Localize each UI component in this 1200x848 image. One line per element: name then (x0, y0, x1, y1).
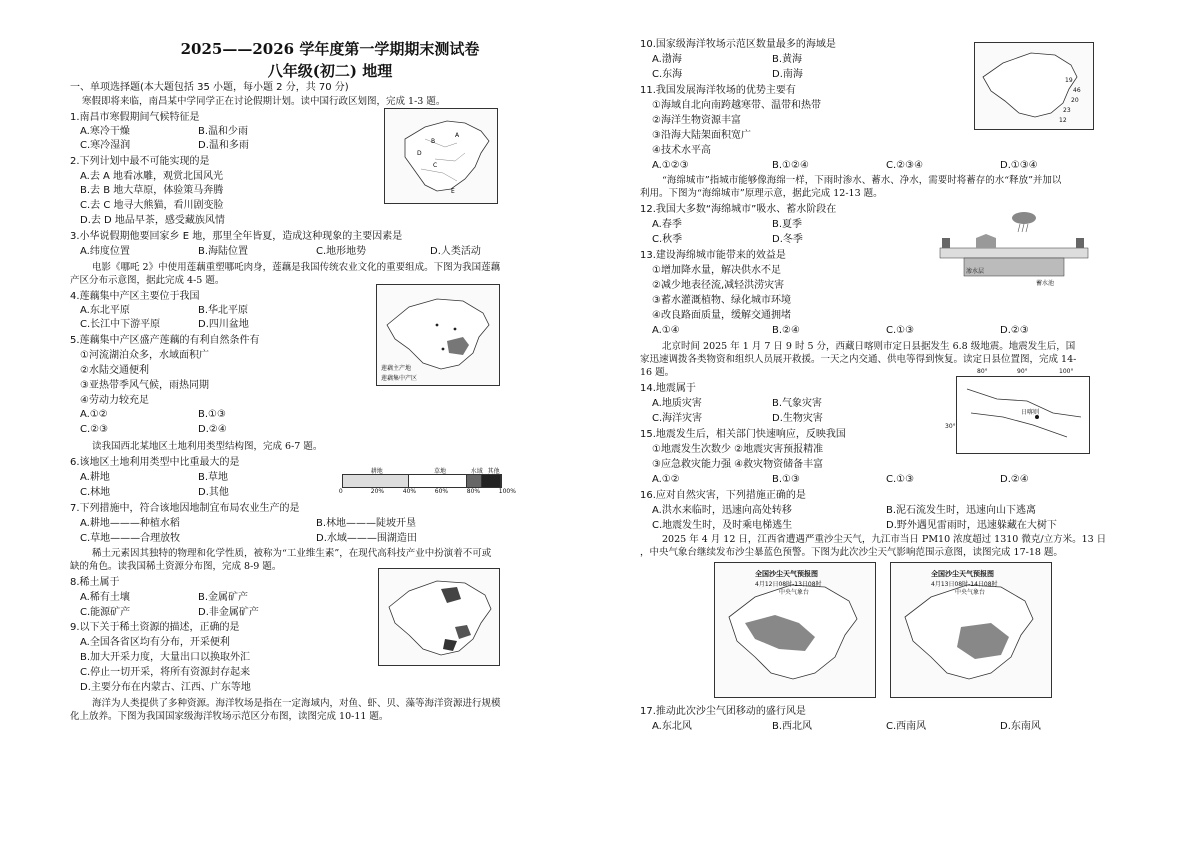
ranch-num-1: 19 (1065, 77, 1073, 84)
text-line: 利用。下图为“海绵城市”原理示意，据此完成 12-13 题。 (640, 188, 883, 199)
text-line: C.东海 (652, 69, 683, 80)
text-line: 一、单项选择题(本大题包括 35 小题，每小题 2 分，共 70 分) (70, 82, 349, 93)
dust2-agency: 中央气象台 (955, 589, 986, 596)
text-line: D.温和多雨 (198, 140, 249, 151)
land-use-tick: 20% (370, 488, 385, 495)
text-line: A.①④ (652, 325, 680, 336)
text-line: 12.我国大多数“海绵城市”吸水、蓄水阶段在 (640, 204, 837, 215)
text-line: 15.地震发生后，相关部门快速响应，反映我国 (640, 429, 846, 440)
text-line: C.①③ (886, 325, 915, 336)
text-line: ③沿海大陆架面积宽广 (652, 130, 751, 141)
text-line: B.海陆位置 (198, 246, 249, 257)
text-line: A.①② (80, 409, 108, 420)
text-line: D.东南风 (1000, 721, 1041, 732)
land-use-segment (467, 475, 482, 487)
text-line: ，中央气象台继续发布沙尘暴蓝色预警。下图为此次沙尘天气影响范围示意图，读图完成 17-18 题。 (640, 547, 1063, 558)
text-line: D.其他 (198, 487, 229, 498)
text-line: 寒假即将来临，南昌某中学同学正在讨论假期计划。读中国行政区划图，完成 1-3 题。 (82, 96, 446, 107)
text-line: 2.下列计划中最不可能实现的是 (70, 156, 210, 167)
text-line: 13.建设海绵城市能带来的效益是 (640, 250, 786, 261)
land-use-bar-chart (338, 466, 516, 496)
text-line: 2025 年 4 月 12 日，江西省遭遇严重沙尘天气，九江市当日 PM10 浓度超过 1310 微克/立方米。13 日 (662, 534, 1107, 545)
ranch-num-4: 23 (1063, 107, 1071, 114)
text-line: D.冬季 (772, 234, 803, 245)
text-line: ②水陆交通便利 (80, 365, 149, 376)
text-line: D.四川盆地 (198, 319, 249, 330)
text-line: D.非金属矿产 (198, 607, 259, 618)
text-line: A.①②③ (652, 160, 689, 171)
text-line: C.①③ (886, 474, 915, 485)
text-line: 10.国家级海洋牧场示范区数量最多的海域是 (640, 39, 836, 50)
dust-forecast-map-1 (714, 562, 876, 698)
text-line: 7.下列措施中，符合该地因地制宜布局农业生产的是 (70, 503, 300, 514)
svg-text:B: B (431, 138, 436, 145)
text-line: ③亚热带季风气候，雨热同期 (80, 380, 209, 391)
land-use-tick: 60% (434, 488, 449, 495)
land-use-label: 水域 (470, 468, 483, 475)
text-line: C.寒冷湿润 (80, 140, 131, 151)
svg-text:D: D (417, 150, 422, 157)
lotus-distribution-map (376, 284, 500, 386)
text-line: A.东北风 (652, 721, 692, 732)
text-line: B.去 B 地大草原，体验策马奔腾 (80, 185, 224, 196)
ocean-ranch-map (974, 42, 1094, 130)
land-use-label: 耕地 (370, 468, 383, 475)
text-line: ①增加降水量，解决供水不足 (652, 265, 781, 276)
text-line: A.①② (652, 474, 680, 485)
dust2-title: 全国沙尘天气预报图 (931, 570, 994, 578)
text-line: B.泥石流发生时，迅速向山下逃离 (886, 505, 1037, 516)
text-line: 8.稀土属于 (70, 577, 120, 588)
text-line: A.耕地———种植水稻 (80, 518, 180, 529)
text-line: D.生物灾害 (772, 413, 823, 424)
text-line: C.②③④ (886, 160, 924, 171)
text-line: 16.应对自然灾害，下列措施正确的是 (640, 490, 806, 501)
quake-lon-1: 80° (977, 368, 988, 375)
text-line: C.②③ (80, 424, 109, 435)
text-line: B.草地 (198, 472, 229, 483)
text-line: C.停止一切开采，将所有资源封存起来 (80, 667, 251, 678)
text-line: 稀土元素因其独特的物理和化学性质，被称为“工业维生素”，在现代高科技产业中扮演着不可或 (92, 548, 492, 559)
text-line: B.气象灾害 (772, 398, 823, 409)
quake-location-map (945, 368, 1090, 454)
land-use-tick: 0 (338, 488, 343, 495)
text-line: D.野外遇见雷雨时，迅速躲藏在大树下 (886, 520, 1057, 531)
text-line: C.海洋灾害 (652, 413, 703, 424)
land-use-tick: 80% (466, 488, 481, 495)
text-line: B.温和少雨 (198, 126, 249, 137)
text-line: ①河流湖泊众多，水域面积广 (80, 350, 209, 361)
text-line: B.①②④ (772, 160, 809, 171)
text-line: A.寒冷干燥 (80, 126, 130, 137)
text-line: 读我国西北某地区土地利用类型结构图，完成 6-7 题。 (92, 441, 323, 452)
text-line: C.去 C 地寻大熊猫，看川剧变脸 (80, 200, 224, 211)
text-line: D.①③④ (1000, 160, 1038, 171)
dust1-agency: 中央气象台 (779, 589, 810, 596)
text-line: A.东北平原 (80, 305, 130, 316)
text-line: 5.莲藕集中产区盛产莲藕的有利自然条件有 (70, 335, 260, 346)
china-admin-map (384, 108, 498, 204)
text-line: D.水域———围湖造田 (316, 533, 417, 544)
text-line: D.主要分布在内蒙古、江西、广东等地 (80, 682, 251, 693)
quake-place: 日喀则 (1021, 409, 1040, 416)
text-line: A.纬度位置 (80, 246, 130, 257)
text-line: C.林地 (80, 487, 111, 498)
land-use-label: 其他 (487, 468, 500, 475)
text-line: C.能源矿产 (80, 607, 131, 618)
text-line: D.②④ (198, 424, 227, 435)
text-line: B.夏季 (772, 219, 803, 230)
text-line: B.华北平原 (198, 305, 249, 316)
text-line: B.①③ (198, 409, 226, 420)
text-line: D.南海 (772, 69, 803, 80)
text-line: ③应急救灾能力强 ④救灾物资储备丰富 (652, 459, 824, 470)
text-line: 海洋为人类提供了多种资源。海洋牧场是指在一定海域内，对鱼、虾、贝、藻等海洋资源进行规模 (92, 698, 501, 709)
land-use-segment (343, 475, 409, 487)
text-line: 6.该地区土地利用类型中比重最大的是 (70, 457, 240, 468)
svg-text:C: C (433, 162, 438, 169)
text-line: ②海洋生物资源丰富 (652, 115, 741, 126)
text-line: ①地震发生次数少 ②地震灾害预报精准 (652, 444, 824, 455)
text-line: C.西南风 (886, 721, 927, 732)
land-use-segment (482, 475, 501, 487)
land-use-tick: 40% (402, 488, 417, 495)
text-line: ③蓄水灌溉植物、绿化城市环境 (652, 295, 791, 306)
text-line: 3.小华说假期他要回家乡 E 地，那里全年皆夏，造成这种现象的主要因素是 (70, 231, 403, 242)
text-line: 4.莲藕集中产区主要位于我国 (70, 291, 200, 302)
svg-text:A: A (455, 132, 460, 139)
text-line: B.②④ (772, 325, 800, 336)
text-line: C.秋季 (652, 234, 683, 245)
text-line: B.黄海 (772, 54, 803, 65)
dust-forecast-map-2 (890, 562, 1052, 698)
text-line: D.人类活动 (430, 246, 481, 257)
text-line: C.草地———合理放牧 (80, 533, 181, 544)
text-line: A.春季 (652, 219, 682, 230)
quake-lon-3: 100° (1059, 368, 1074, 375)
text-line: ②减少地表径流,减轻洪涝灾害 (652, 280, 785, 291)
land-use-label: 草地 (434, 468, 447, 475)
text-line: A.洪水来临时，迅速向高处转移 (652, 505, 792, 516)
text-line: C.地形地势 (316, 246, 367, 257)
svg-text:E: E (451, 188, 455, 195)
text-line: “海绵城市”指城市能够像海绵一样，下雨时渗水、蓄水、净水，需要时将蓄存的水“释放”并加以 (662, 175, 1062, 186)
exam-subtitle: 八年级(初二) 地理 (267, 62, 393, 80)
land-use-tick: 100% (498, 488, 516, 495)
text-line: ①海域自北向南跨越寒带、温带和热带 (652, 100, 821, 111)
text-line: 16 题。 (640, 367, 675, 378)
text-line: 电影《哪吒 2》中使用莲藕重塑哪吒肉身，莲藕是我国传统农业文化的重要组成。下图为我国莲藕 (92, 262, 501, 273)
text-line: 家迅速调拨各类物资和组织人员展开救援。一天之内交通、供电等得到恢复。读定日县位置图，完成 14- (640, 354, 1077, 365)
quake-lon-2: 90° (1017, 368, 1028, 375)
text-line: 9.以下关于稀土资源的描述，正确的是 (70, 622, 240, 633)
text-line: ④改良路面质量，缓解交通拥堵 (652, 310, 791, 321)
text-line: D.去 D 地品早茶，感受藏族风情 (80, 215, 225, 226)
text-line: B.①③ (772, 474, 800, 485)
text-line: B.金属矿产 (198, 592, 249, 603)
text-line: A.耕地 (80, 472, 110, 483)
sponge-label-1: 渗水层 (966, 268, 985, 275)
text-line: 17.推动此次沙尘气团移动的盛行风是 (640, 706, 806, 717)
text-line: B.西北风 (772, 721, 813, 732)
text-line: ④劳动力较充足 (80, 395, 149, 406)
sponge-label-2: 蓄水池 (1036, 280, 1055, 287)
text-line: 缺的角色。读我国稀土资源分布图，完成 8-9 题。 (70, 561, 282, 572)
ranch-num-2: 46 (1073, 87, 1081, 94)
text-line: A.全国各省区均有分布，开采便利 (80, 637, 230, 648)
text-line: B.林地———陡坡开垦 (316, 518, 417, 529)
text-line: B.加大开采力度，大量出口以换取外汇 (80, 652, 251, 663)
text-line: 11.我国发展海洋牧场的优势主要有 (640, 85, 796, 96)
text-line: 化上放养。下图为我国国家级海洋牧场示范区分布图，读图完成 10-11 题。 (70, 711, 389, 722)
text-line: D.②③ (1000, 325, 1029, 336)
ranch-num-3: 20 (1071, 97, 1079, 104)
rare-earth-map (378, 568, 500, 666)
land-use-segment (409, 475, 467, 487)
ranch-num-5: 12 (1059, 117, 1067, 124)
quake-lat: 30° (945, 423, 956, 430)
text-line: A.渤海 (652, 54, 682, 65)
text-line: 北京时间 2025 年 1 月 7 日 9 时 5 分，西藏日喀则市定日县据发生 6.8 级地震。地震发生后，国 (662, 341, 1076, 352)
dust1-sub: 4月12日08时-13日08时 (755, 581, 822, 588)
dust1-title: 全国沙尘天气预报图 (755, 570, 818, 578)
lotus-legend-1: 莲藕主产地 (381, 365, 412, 372)
text-line: A.稀有土壤 (80, 592, 130, 603)
text-line: A.去 A 地看冰雕，观赏北国风光 (80, 171, 224, 182)
text-line: C.长江中下游平原 (80, 319, 161, 330)
text-line: 14.地震属于 (640, 383, 696, 394)
text-line: D.②④ (1000, 474, 1029, 485)
dust2-sub: 4月13日08时-14日08时 (931, 581, 998, 588)
text-line: C.地震发生时，及时乘电梯逃生 (652, 520, 793, 531)
text-line: ④技术水平高 (652, 145, 711, 156)
exam-title: 2025——2026 学年度第一学期期末测试卷 (180, 40, 480, 58)
sponge-city-diagram (936, 208, 1092, 292)
text-line: 产区分布示意图，据此完成 4-5 题。 (70, 275, 225, 286)
text-line: A.地质灾害 (652, 398, 702, 409)
lotus-legend-2: 莲藕集中产区 (381, 375, 418, 382)
text-line: 1.南昌市寒假期间气候特征是 (70, 112, 200, 123)
